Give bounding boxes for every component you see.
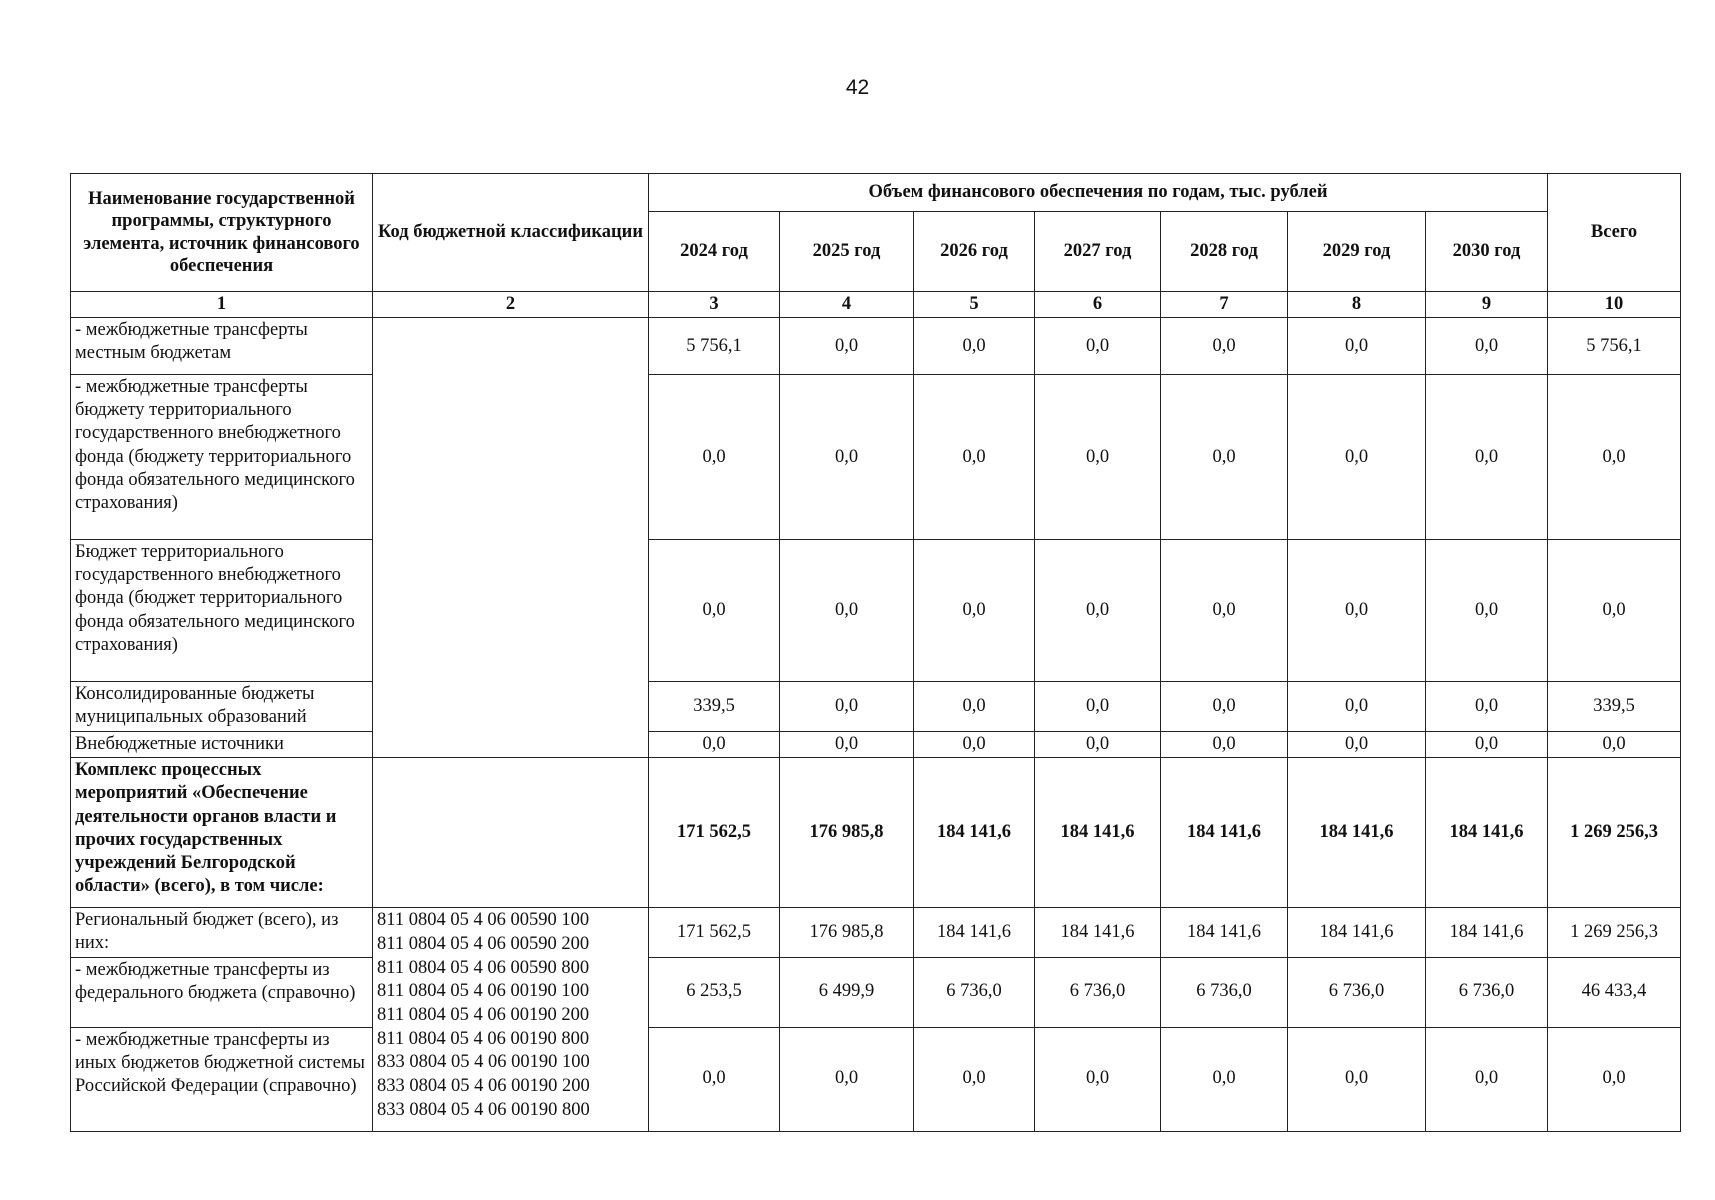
value-cell: 339,5 [649,682,780,732]
value-cell: 0,0 [914,1027,1035,1131]
total-cell: 0,0 [1548,375,1681,540]
budget-code: 811 0804 05 4 06 00590 800 [377,957,590,978]
column-number: 3 [649,292,780,318]
value-cell: 176 985,8 [780,908,914,957]
value-cell: 0,0 [1426,318,1548,375]
header-year-2029: 2029 год [1288,212,1426,292]
header-year-2026: 2026 год [914,212,1035,292]
value-cell: 0,0 [780,732,914,758]
row-label: - межбюджетные трансферты бюджету территориального государственного внебюджетного фонда (бюджету территориального фонда обязательного медицинского страхования) [71,375,373,540]
value-cell: 6 736,0 [1035,957,1161,1027]
header-year-2030: 2030 год [1426,212,1548,292]
header-year-2024: 2024 год [649,212,780,292]
value-cell: 0,0 [649,732,780,758]
header-year-2028: 2028 год [1161,212,1288,292]
value-cell: 171 562,5 [649,758,780,908]
value-cell: 0,0 [1035,375,1161,540]
row-label: - межбюджетные трансферты из федерального бюджета (справочно) [71,957,373,1027]
value-cell: 0,0 [1161,1027,1288,1131]
value-cell: 0,0 [780,318,914,375]
value-cell: 0,0 [1426,540,1548,682]
column-number: 2 [373,292,649,318]
value-cell: 6 253,5 [649,957,780,1027]
value-cell: 184 141,6 [1035,908,1161,957]
table-row [71,758,1681,908]
value-cell: 0,0 [1035,732,1161,758]
column-number: 1 [71,292,373,318]
value-cell: 0,0 [1288,540,1426,682]
value-cell: 0,0 [1035,682,1161,732]
value-cell: 0,0 [1288,682,1426,732]
value-cell: 0,0 [780,682,914,732]
header-volume-title: Объем финансового обеспечения по годам, тыс. рублей [649,174,1548,212]
value-cell: 184 141,6 [914,758,1035,908]
table-row [71,957,1681,1027]
value-cell: 0,0 [1035,1027,1161,1131]
code-cell-empty [373,318,649,758]
value-cell: 0,0 [1288,375,1426,540]
header-total-column: Всего [1548,174,1681,292]
value-cell: 0,0 [914,732,1035,758]
value-cell: 184 141,6 [1426,908,1548,957]
value-cell: 0,0 [1035,318,1161,375]
budget-code: 811 0804 05 4 06 00590 100 [377,910,590,931]
total-cell: 1 269 256,3 [1548,908,1681,957]
value-cell: 0,0 [1288,732,1426,758]
value-cell: 0,0 [1161,318,1288,375]
value-cell: 0,0 [1161,375,1288,540]
value-cell: 0,0 [914,540,1035,682]
value-cell: 0,0 [914,682,1035,732]
value-cell: 176 985,8 [780,758,914,908]
table-row [71,540,1681,682]
total-cell: 5 756,1 [1548,318,1681,375]
code-cell-empty [373,758,649,908]
row-label: Внебюджетные источники [71,732,373,758]
budget-code: 833 0804 05 4 06 00190 100 [377,1052,590,1073]
value-cell: 6 736,0 [1288,957,1426,1027]
value-cell: 5 756,1 [649,318,780,375]
value-cell: 184 141,6 [1288,908,1426,957]
value-cell: 0,0 [649,1027,780,1131]
budget-code: 811 0804 05 4 06 00190 200 [377,1004,590,1025]
value-cell: 0,0 [649,375,780,540]
column-number: 5 [914,292,1035,318]
column-number: 7 [1161,292,1288,318]
column-number: 8 [1288,292,1426,318]
value-cell: 0,0 [1426,375,1548,540]
budget-code: 811 0804 05 4 06 00190 800 [377,1028,590,1049]
value-cell: 0,0 [914,318,1035,375]
total-cell: 339,5 [1548,682,1681,732]
row-label: - межбюджетные трансферты местным бюджетам [71,318,373,375]
row-label: Бюджет территориального государственного внебюджетного фонда (бюджет территориального фонда обязательного медицинского страхования) [71,540,373,682]
budget-code: 833 0804 05 4 06 00190 800 [377,1099,590,1120]
value-cell: 0,0 [780,375,914,540]
table-row [71,732,1681,758]
value-cell: 0,0 [1426,732,1548,758]
value-cell: 184 141,6 [1288,758,1426,908]
value-cell: 6 736,0 [1161,957,1288,1027]
budget-codes-cell [373,908,649,1131]
column-number: 6 [1035,292,1161,318]
value-cell: 0,0 [1426,682,1548,732]
value-cell: 6 736,0 [914,957,1035,1027]
value-cell: 184 141,6 [914,908,1035,957]
budget-code: 833 0804 05 4 06 00190 200 [377,1075,590,1096]
total-cell: 0,0 [1548,1027,1681,1131]
page-number: 42 [845,76,870,99]
total-cell: 46 433,4 [1548,957,1681,1027]
table-row [71,908,1681,957]
row-label: Региональный бюджет (всего), из них: [71,908,373,957]
value-cell: 0,0 [780,1027,914,1131]
value-cell: 0,0 [1288,1027,1426,1131]
total-cell: 1 269 256,3 [1548,758,1681,908]
value-cell: 0,0 [914,375,1035,540]
header-year-2027: 2027 год [1035,212,1161,292]
value-cell: 6 736,0 [1426,957,1548,1027]
value-cell: 0,0 [1288,318,1426,375]
header-code-column: Код бюджетной классификации [373,174,649,292]
value-cell: 0,0 [1035,540,1161,682]
column-number-row [71,292,1681,318]
budget-code: 811 0804 05 4 06 00190 100 [377,981,590,1002]
value-cell: 0,0 [1161,682,1288,732]
column-number: 9 [1426,292,1548,318]
financing-table [70,173,1681,1132]
table-row [71,375,1681,540]
value-cell: 184 141,6 [1035,758,1161,908]
total-cell: 0,0 [1548,732,1681,758]
column-number: 4 [780,292,914,318]
value-cell: 6 499,9 [780,957,914,1027]
total-cell: 0,0 [1548,540,1681,682]
value-cell: 184 141,6 [1426,758,1548,908]
table-row [71,1027,1681,1131]
row-label: - межбюджетные трансферты из иных бюджетов бюджетной системы Российской Федерации (справочно) [71,1027,373,1131]
header-year-2025: 2025 год [780,212,914,292]
header-name-column: Наименование государственной программы, структурного элемента, источник финансового обеспечения [71,174,373,292]
row-label: Комплекс процессных мероприятий «Обеспечение деятельности органов власти и прочих государственных учреждений Белгородской области» (всего), в том числе: [71,758,373,908]
value-cell: 0,0 [1161,732,1288,758]
value-cell: 184 141,6 [1161,758,1288,908]
table-row [71,682,1681,732]
row-label: Консолидированные бюджеты муниципальных образований [71,682,373,732]
value-cell: 184 141,6 [1161,908,1288,957]
value-cell: 0,0 [1161,540,1288,682]
table-row [71,318,1681,375]
value-cell: 0,0 [649,540,780,682]
value-cell: 0,0 [1426,1027,1548,1131]
budget-code: 811 0804 05 4 06 00590 200 [377,933,590,954]
column-number: 10 [1548,292,1681,318]
value-cell: 171 562,5 [649,908,780,957]
value-cell: 0,0 [780,540,914,682]
